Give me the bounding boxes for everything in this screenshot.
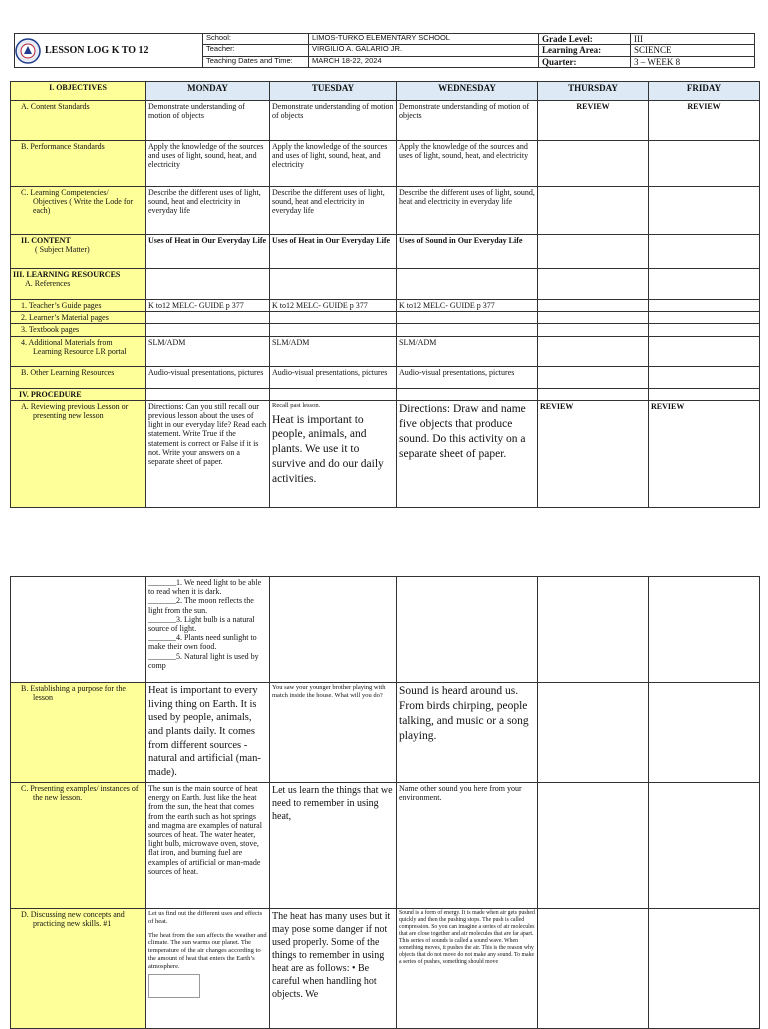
purpose-thu: [538, 683, 649, 783]
examples-mon: The sun is the main source of heat energy on Earth. Just like the heat from the sun, the heat that comes from the earth such as hot springs and magma are examples of natural sources of heat. The water heater, light bulb, microwave oven, stove, flat iron, and burning fuel are examples of artificial or man-made sources of heat.: [146, 783, 270, 909]
additional-materials-tue: SLM/ADM: [270, 336, 397, 366]
other-resources-thu: [538, 366, 649, 388]
dates-value: MARCH 18-22, 2024: [309, 56, 539, 67]
lm-thu: [538, 312, 649, 324]
tg-wed: K to12 MELC- GUIDE p 377: [397, 300, 538, 312]
resources-label-cell: [11, 269, 146, 300]
examples-fri: [649, 783, 760, 909]
quarter-value: 3 – WEEK 8: [631, 56, 755, 67]
competencies-mon: Describe the different uses of light, sound, heat and electricity in everyday life: [146, 187, 270, 235]
area-value: SCIENCE: [631, 45, 755, 56]
content-standards-wed: Demonstrate understanding of motion of objects: [397, 101, 538, 141]
col-wednesday: WEDNESDAY: [397, 82, 538, 101]
lm-mon: [146, 312, 270, 324]
competencies-fri: [649, 187, 760, 235]
purpose-fri: [649, 683, 760, 783]
discussing-fri: [649, 909, 760, 1029]
procedure-fri: [649, 388, 760, 400]
performance-standards-thu: [538, 141, 649, 187]
content-sublabel: ( Subject Matter): [35, 245, 90, 255]
tb-thu: [538, 324, 649, 336]
review-thu: REVIEW: [538, 400, 649, 507]
review-mon: Directions: Can you still recall our previous lesson about the uses of light in our everyday life? Read each statement. Write True if the statement is correct or False if it is not. Write your answers on a separate sheet of paper.: [146, 400, 270, 507]
tg-mon: K to12 MELC- GUIDE p 377: [146, 300, 270, 312]
school-value: LIMOS-TURKO ELEMENTARY SCHOOL: [309, 34, 539, 45]
deped-seal-icon: [15, 38, 41, 64]
procedure-mon: [146, 388, 270, 400]
page2-empty-label: [11, 577, 146, 683]
examples-wed: Name other sound you here from your environment.: [397, 783, 538, 909]
review-wed: Directions: Draw and name five objects that produce sound. Do this activity on a separate sheet of paper.: [397, 400, 538, 507]
examples-tue: Let us learn the things that we need to remember in using heat,: [270, 783, 397, 909]
examples-label: C. Presenting examples/ instances of the new lesson.: [11, 783, 146, 909]
content-label-cell: [11, 235, 146, 269]
content-standards-fri: REVIEW: [649, 101, 760, 141]
content-thu: [538, 235, 649, 269]
content-mon: Uses of Heat in Our Everyday Life: [146, 235, 270, 269]
header-logo-cell: [15, 34, 203, 68]
purpose-wed: Sound is heard around us. From birds chirping, people talking, and music or a song playing.: [397, 683, 538, 783]
discussing-thu: [538, 909, 649, 1029]
page2-thu: [538, 577, 649, 683]
review-tue-cell: [270, 400, 397, 507]
content-wed: Uses of Sound in Our Everyday Life: [397, 235, 538, 269]
tg-fri: [649, 300, 760, 312]
additional-materials-wed: SLM/ADM: [397, 336, 538, 366]
tg-tue: K to12 MELC- GUIDE p 377: [270, 300, 397, 312]
procedure-thu: [538, 388, 649, 400]
tb-tue: [270, 324, 397, 336]
teacher-label: Teacher:: [203, 45, 309, 56]
resources-fri: [649, 269, 760, 300]
resources-tue: [270, 269, 397, 300]
competencies-tue: Describe the different uses of light, sound, heat and electricity in everyday life: [270, 187, 397, 235]
page2-fri: [649, 577, 760, 683]
discussing-wed: Sound is a form of energy. It is made when air gets pushed quickly and then the pushing stops. The push is called compression. So you can imagine a series of air molecules that are close together and air molecules that are far apart. This series of sounds is called a sound wave. When something moves, it pushes the air. This is the reason why objects that do not move do not make any sound. To make a series of pushes, something should move: [397, 909, 538, 1029]
col-monday: MONDAY: [146, 82, 270, 101]
performance-standards-wed: Apply the knowledge of the sources and uses of light, sound, heat, and electricity: [397, 141, 538, 187]
discussing-tue: The heat has many uses but it may pose some danger if not used properly. Some of the things to remember in using heat are as follows: • Be careful when handling hot objects. We: [270, 909, 397, 1029]
page2-wed: [397, 577, 538, 683]
page2-tue: [270, 577, 397, 683]
col-thursday: THURSDAY: [538, 82, 649, 101]
tg-label: 1. Teacher’s Guide pages: [11, 300, 146, 312]
performance-standards-fri: [649, 141, 760, 187]
additional-materials-label: 4. Additional Materials from Learning Resource LR portal: [11, 336, 146, 366]
competencies-thu: [538, 187, 649, 235]
quarter-label: Quarter:: [539, 56, 631, 67]
lm-label: 2. Learner’s Material pages: [11, 312, 146, 324]
grade-value: III: [631, 34, 755, 45]
content-standards-tue: Demonstrate understanding of motion of objects: [270, 101, 397, 141]
references-label: A. References: [25, 279, 71, 289]
header-title: LESSON LOG K TO 12: [45, 44, 149, 56]
lm-tue: [270, 312, 397, 324]
purpose-mon: Heat is important to every living thing on Earth. It is used by people, animals, and plants daily. It comes from different sources - natural and artificial (man-made).: [146, 683, 270, 783]
purpose-label: B. Establishing a purpose for the lesson: [11, 683, 146, 783]
content-label: II. CONTENT: [21, 236, 71, 245]
tb-label: 3. Textbook pages: [11, 324, 146, 336]
school-label: School:: [203, 34, 309, 45]
additional-materials-thu: [538, 336, 649, 366]
lm-fri: [649, 312, 760, 324]
performance-standards-mon: Apply the knowledge of the sources and uses of light, sound, heat, and electricity: [146, 141, 270, 187]
competencies-label: C. Learning Competencies/ Objectives ( Write the Lode for each): [11, 187, 146, 235]
discussing-mon-cell: [146, 909, 270, 1029]
review-fri: REVIEW: [649, 400, 760, 507]
tb-wed: [397, 324, 538, 336]
content-tue: Uses of Heat in Our Everyday Life: [270, 235, 397, 269]
performance-standards-tue: Apply the knowledge of the sources and uses of light, sound, heat, and electricity: [270, 141, 397, 187]
tg-thu: [538, 300, 649, 312]
additional-materials-fri: [649, 336, 760, 366]
review-items-cell: [146, 577, 270, 683]
content-standards-label: A. Content Standards: [11, 101, 146, 141]
review-item: _______5. Natural light is used by comp: [148, 651, 259, 670]
dates-label: Teaching Dates and Time:: [203, 56, 309, 67]
sun-illustration-image: [148, 974, 200, 998]
tb-mon: [146, 324, 270, 336]
other-resources-label: B. Other Learning Resources: [11, 366, 146, 388]
additional-materials-mon: SLM/ADM: [146, 336, 270, 366]
procedure-wed: [397, 388, 538, 400]
grade-label: Grade Level:: [539, 34, 631, 45]
purpose-tue: You saw your younger brother playing with match inside the house. What will you do?: [270, 683, 397, 783]
other-resources-fri: [649, 366, 760, 388]
content-standards-thu: REVIEW: [538, 101, 649, 141]
review-label: A. Reviewing previous Lesson or presenting new lesson: [11, 400, 146, 507]
review-item: _______1. We need light to be able to read when it is dark.: [148, 578, 262, 597]
other-resources-mon: Audio-visual presentations, pictures: [146, 366, 270, 388]
resources-wed: [397, 269, 538, 300]
discussing-mon-body: The heat from the sun affects the weather and climate. The sun warms our planet. The temperature of the air changes according to the amount of heat that enters the Earth’s atmosphere.: [148, 931, 267, 970]
content-fri: [649, 235, 760, 269]
lesson-log-table-page2: [10, 576, 760, 1029]
header-table: [14, 33, 755, 68]
resources-thu: [538, 269, 649, 300]
content-standards-mon: Demonstrate understanding of motion of objects: [146, 101, 270, 141]
resources-label: III. LEARNING RESOURCES: [13, 270, 121, 279]
lm-wed: [397, 312, 538, 324]
col-friday: FRIDAY: [649, 82, 760, 101]
examples-thu: [538, 783, 649, 909]
area-label: Learning Area:: [539, 45, 631, 56]
col-tuesday: TUESDAY: [270, 82, 397, 101]
other-resources-tue: Audio-visual presentations, pictures: [270, 366, 397, 388]
review-tue-note: Recall past lesson.: [272, 401, 321, 409]
discussing-label: D. Discussing new concepts and practicing new skills. #1: [11, 909, 146, 1029]
competencies-wed: Describe the different uses of light, sound, heat and electricity in everyday life: [397, 187, 538, 235]
review-item: _______4. Plants need sunlight to make their own food.: [148, 633, 257, 652]
review-item: _______3. Light bulb is a natural source of light.: [148, 614, 255, 633]
lesson-log-table: [10, 81, 760, 508]
procedure-tue: [270, 388, 397, 400]
procedure-label: IV. PROCEDURE: [11, 388, 146, 400]
col-objectives: I. OBJECTIVES: [11, 82, 146, 101]
tb-fri: [649, 324, 760, 336]
discussing-mon-intro: Let us find out the different uses and effects of heat.: [148, 910, 263, 925]
review-item: _______2. The moon reflects the light from the sun.: [148, 596, 254, 615]
teacher-value: VIRGILIO A. GALARIO JR.: [309, 45, 539, 56]
review-tue: Heat is important to people, animals, and plants. We use it to survive and do our daily activities.: [272, 413, 384, 486]
other-resources-wed: Audio-visual presentations, pictures: [397, 366, 538, 388]
performance-standards-label: B. Performance Standards: [11, 141, 146, 187]
resources-mon: [146, 269, 270, 300]
